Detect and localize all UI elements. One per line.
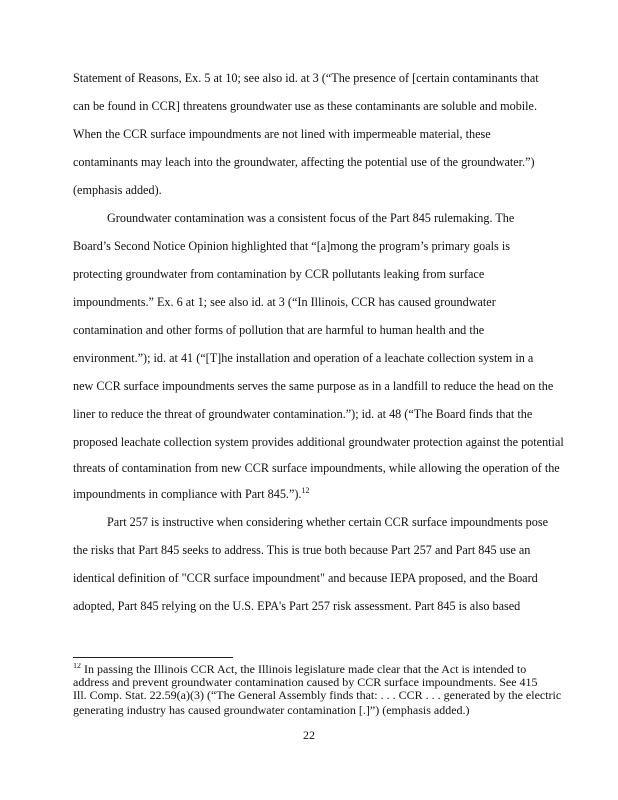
body-line: Groundwater contamination was a consistent focus of the Part 845 rulemaking. The	[107, 211, 515, 225]
footnote-number: 12	[73, 663, 81, 670]
body-line: threats of contamination from new CCR surface impoundments, while allowing the operation of the	[73, 461, 560, 475]
footnote-line: address and prevent groundwater contamination caused by CCR surface impoundments. See 415	[73, 676, 538, 689]
body-line: Board’s Second Notice Opinion highlighted that “[a]mong the program’s primary goals is	[73, 239, 510, 253]
body-line: contamination and other forms of pollution that are harmful to human health and the	[73, 323, 485, 337]
page-number: 22	[303, 728, 315, 742]
body-line: (emphasis added).	[73, 183, 162, 197]
body-line: identical definition of "CCR surface impoundment" and because IEPA proposed, and the Board	[73, 571, 538, 585]
footnote-line: generating industry has caused groundwater contamination [.]”) (emphasis added.)	[73, 704, 470, 717]
body-line: the risks that Part 845 seeks to address. This is true both because Part 257 and Part 845 use an	[73, 543, 531, 557]
body-line: protecting groundwater from contamination by CCR pollutants leaking from surface	[73, 267, 485, 281]
body-line: environment.”); id. at 41 (“[T]he installation and operation of a leachate collection system in a	[73, 351, 534, 365]
body-line: When the CCR surface impoundments are not lined with impermeable material, these	[73, 127, 491, 141]
body-line: can be found in CCR] threatens groundwater use as these contaminants are soluble and mobile.	[73, 99, 538, 113]
body-line: proposed leachate collection system provides additional groundwater protection against the potential	[73, 435, 564, 449]
footnote-reference[interactable]: 12	[301, 487, 310, 495]
footnote-text: In passing the Illinois CCR Act, the Illinois legislature made clear that the Act is intended to	[84, 663, 527, 676]
body-line: contaminants may leach into the groundwater, affecting the potential use of the groundwater.”)	[73, 155, 535, 169]
body-line: liner to reduce the threat of groundwater contamination.”); id. at 48 (“The Board finds that the	[73, 407, 533, 421]
body-line: adopted, Part 845 relying on the U.S. EPA's Part 257 risk assessment. Part 845 is also based	[73, 599, 521, 613]
body-line: Part 257 is instructive when considering whether certain CCR surface impoundments pose	[107, 515, 549, 529]
footnote-divider	[73, 657, 233, 658]
body-line-with-footnote-ref	[73, 487, 605, 502]
body-line: new CCR surface impoundments serves the same purpose as in a landfill to reduce the head on the	[73, 379, 554, 393]
body-line: impoundments.” Ex. 6 at 1; see also id. at 3 (“In Illinois, CCR has caused groundwater	[73, 295, 496, 309]
body-line: Statement of Reasons, Ex. 5 at 10; see also id. at 3 (“The presence of [certain contaminants that	[73, 71, 539, 85]
footnote-line	[73, 663, 605, 676]
body-line: impoundments in compliance with Part 845.”).	[73, 487, 302, 501]
footnote-line: Ill. Comp. Stat. 22.59(a)(3) (“The General Assembly finds that: . . . CCR . . . generated by the electric	[73, 689, 562, 702]
